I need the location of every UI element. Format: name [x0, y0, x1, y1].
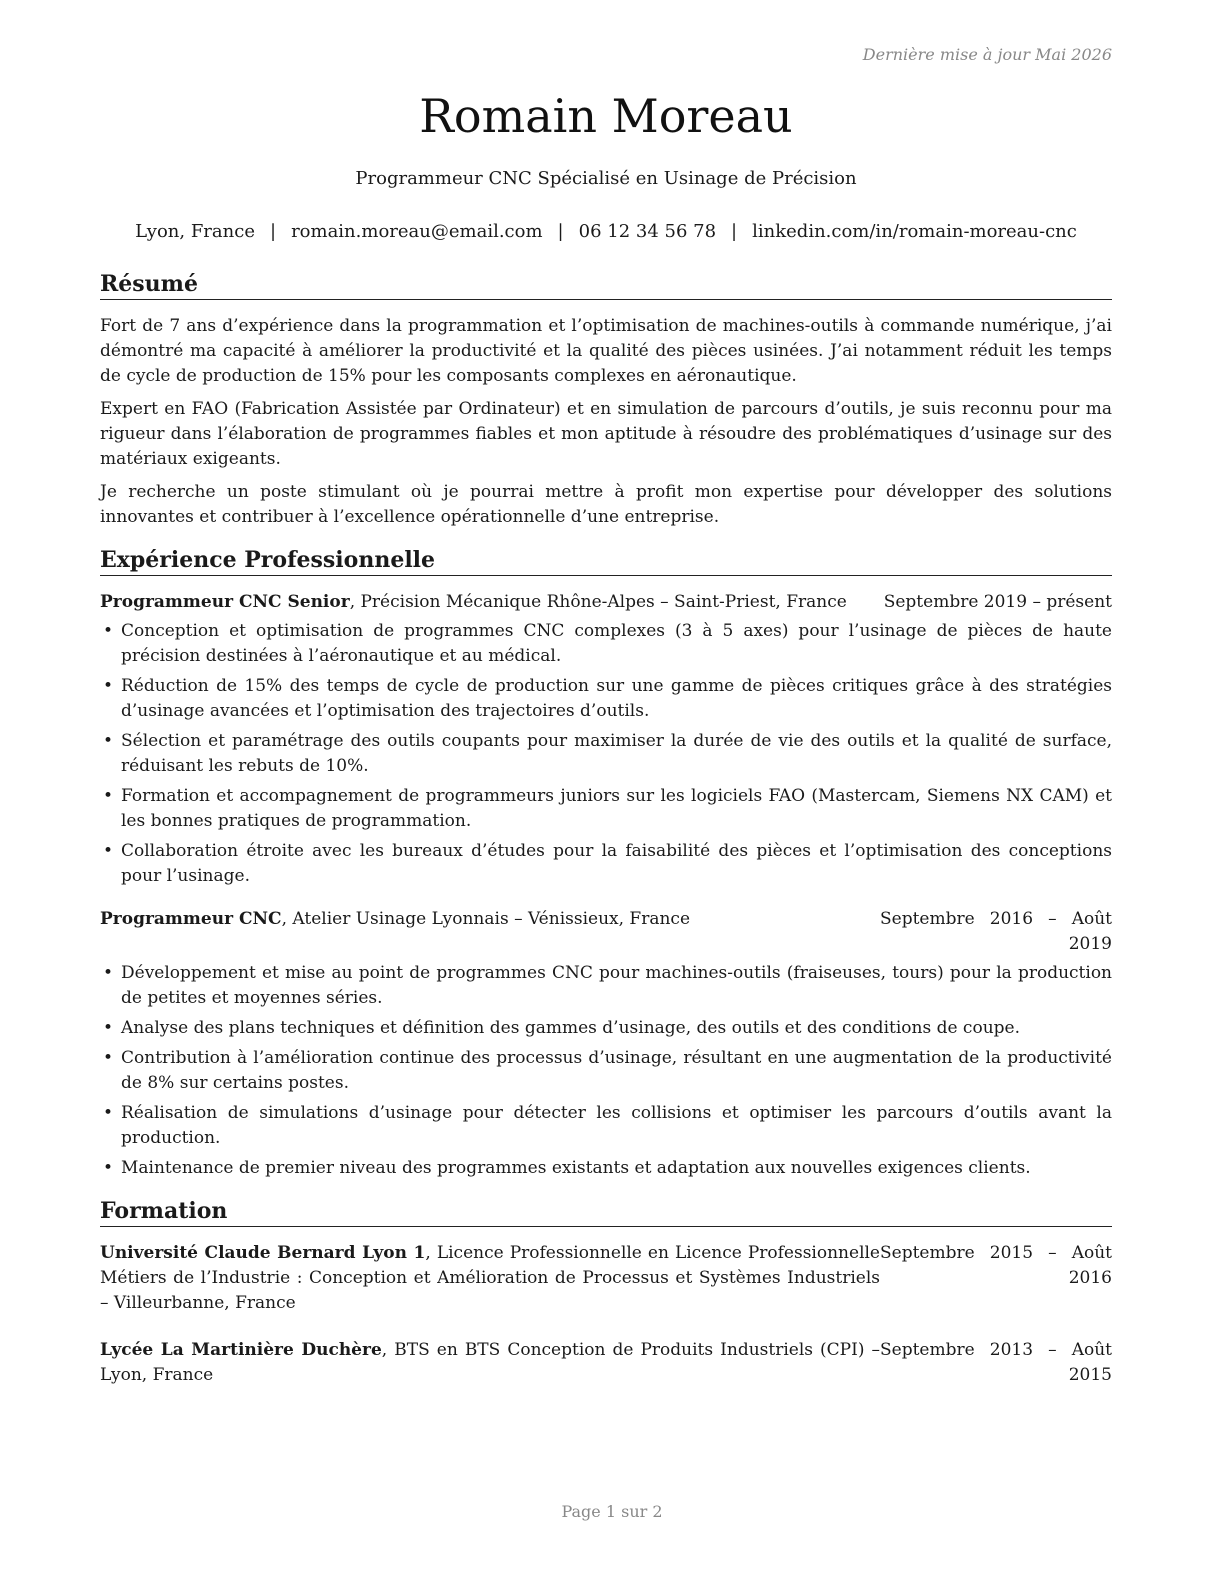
section-title: Expérience Professionnelle	[100, 546, 1112, 576]
list-item	[100, 619, 1112, 669]
list-item-text: Collaboration étroite avec les bureaux d’études pour la faisabilité des pièces et l’optimisation des conceptions pour l’usinage.	[121, 841, 1112, 886]
summary-section	[100, 270, 1112, 530]
entry-header	[100, 1241, 1112, 1316]
list-item-text: Sélection et paramétrage des outils coupants pour maximiser la durée de vie des outils et la qualité de surface, réduisant les rebuts de 10%.	[121, 731, 1112, 776]
contact-phone: 06 12 34 56 78	[578, 221, 717, 242]
list-item	[100, 1016, 1112, 1041]
entry-header	[100, 907, 1112, 957]
entry-heading	[100, 590, 864, 615]
list-item-text: Formation et accompagnement de programmeurs juniors sur les logiciels FAO (Mastercam, Siemens NX CAM) et les bonnes pratiques de programmation.	[121, 786, 1112, 831]
contact-location: Lyon, France	[135, 221, 255, 242]
bullet-icon: •	[103, 621, 114, 641]
bullet-icon: •	[103, 731, 114, 751]
entry-dates: Septembre 2015 – Août 2016	[880, 1243, 1112, 1288]
list-item	[100, 961, 1112, 1011]
bullet-icon: •	[103, 676, 114, 696]
education-entry	[100, 1241, 1112, 1316]
contact-separator: |	[557, 221, 564, 242]
bullet-icon: •	[103, 963, 114, 983]
bullet-list	[100, 619, 1112, 889]
bullet-icon: •	[103, 1048, 114, 1068]
list-item	[100, 729, 1112, 779]
bullet-icon: •	[103, 841, 114, 861]
summary-paragraph: Je recherche un poste stimulant où je pourrai mettre à profit mon expertise pour développer des solutions innovantes et contribuer à l’excellence opérationnelle d’une entreprise.	[100, 482, 1112, 527]
entry-dates: Septembre 2013 – Août 2015	[880, 1340, 1112, 1385]
entry-header	[100, 1338, 1112, 1388]
list-item	[100, 674, 1112, 724]
experience-entry	[100, 590, 1112, 889]
list-item-text: Réduction de 15% des temps de cycle de production sur une gamme de pièces critiques grâce à des stratégies d’usinage avancées et l’optimisation des trajectoires d’outils.	[121, 676, 1112, 721]
job-company: , Atelier Usinage Lyonnais – Vénissieux, France	[281, 909, 691, 929]
candidate-name: Romain Moreau	[419, 89, 793, 143]
experience-section	[100, 546, 1112, 1181]
job-company: , Précision Mécanique Rhône-Alpes – Saint-Priest, France	[349, 592, 847, 612]
job-role: Programmeur CNC	[100, 909, 282, 929]
school-name: Université Claude Bernard Lyon 1	[100, 1243, 426, 1263]
summary-paragraph: Fort de 7 ans d’expérience dans la programmation et l’optimisation de machines-outils à commande numérique, j’ai démontré ma capacité à améliorer la productivité et la qualité des pièces usinées. J’ai notamment réduit les temps de cycle de production de 15% pour les composants complexes en aéronautique.	[100, 316, 1112, 386]
last-updated: Dernière mise à jour Mai 2026	[862, 45, 1112, 64]
entry-heading	[100, 907, 880, 932]
degree-detail: , Licence Professionnelle en Licence Professionnelle Métiers de l’Industrie : Conception et Amélioration de Processus et Systèmes Industriels – Villeurbanne, France	[100, 1243, 880, 1313]
contact-email[interactable]: romain.moreau@email.com	[291, 221, 543, 242]
list-item-text: Développement et mise au point de programmes CNC pour machines-outils (fraiseuses, tours) pour la production de petites et moyennes séries.	[121, 963, 1112, 1008]
list-item-text: Maintenance de premier niveau des programmes existants et adaptation aux nouvelles exigences clients.	[121, 1158, 1031, 1178]
list-item	[100, 839, 1112, 889]
section-title: Résumé	[100, 270, 1112, 300]
list-item	[100, 1101, 1112, 1151]
resume-content	[100, 270, 1112, 1388]
entry-heading	[100, 1241, 880, 1316]
list-item	[100, 1046, 1112, 1096]
education-section	[100, 1197, 1112, 1388]
list-item-text: Conception et optimisation de programmes CNC complexes (3 à 5 axes) pour l’usinage de pièces de haute précision destinées à l’aéronautique et au médical.	[121, 621, 1112, 666]
contact-separator: |	[269, 221, 277, 242]
entry-header	[100, 590, 1112, 615]
job-role: Programmeur CNC Senior	[100, 592, 350, 612]
bullet-list	[100, 961, 1112, 1181]
list-item-text: Réalisation de simulations d’usinage pour détecter les collisions et optimiser les parcours d’outils avant la production.	[121, 1103, 1112, 1148]
job-title: Programmeur CNC Spécialisé en Usinage de Précision	[355, 168, 857, 189]
list-item	[100, 1156, 1112, 1181]
entry-dates: Septembre 2019 – présent	[883, 592, 1112, 612]
contact-line	[100, 220, 1112, 244]
entry-dates: Septembre 2016 – Août 2019	[880, 909, 1112, 954]
list-item	[100, 784, 1112, 834]
bullet-icon: •	[103, 1158, 114, 1178]
summary-paragraph: Expert en FAO (Fabrication Assistée par Ordinateur) et en simulation de parcours d’outils, je suis reconnu pour ma rigueur dans l’élaboration de programmes fiables et mon aptitude à résoudre des problématiques d’usinage sur des matériaux exigeants.	[100, 399, 1112, 469]
bullet-icon: •	[103, 1018, 114, 1038]
section-title: Formation	[100, 1197, 1112, 1227]
contact-linkedin[interactable]: linkedin.com/in/romain-moreau-cnc	[752, 221, 1077, 242]
list-item-text: Contribution à l’amélioration continue des processus d’usinage, résultant en une augmentation de la productivité de 8% sur certains postes.	[121, 1048, 1112, 1093]
degree-detail: , BTS en BTS Conception de Produits Industriels (CPI) – Lyon, France	[100, 1340, 881, 1385]
contact-separator: |	[731, 221, 738, 242]
entry-heading	[100, 1338, 880, 1388]
bullet-icon: •	[103, 1103, 114, 1123]
list-item-text: Analyse des plans techniques et définition des gammes d’usinage, des outils et des conditions de coupe.	[121, 1018, 1020, 1038]
bullet-icon: •	[103, 786, 114, 806]
experience-entry	[100, 907, 1112, 1181]
page-number: Page 1 sur 2	[561, 1502, 663, 1521]
school-name: Lycée La Martinière Duchère	[100, 1340, 382, 1360]
education-entry	[100, 1338, 1112, 1388]
